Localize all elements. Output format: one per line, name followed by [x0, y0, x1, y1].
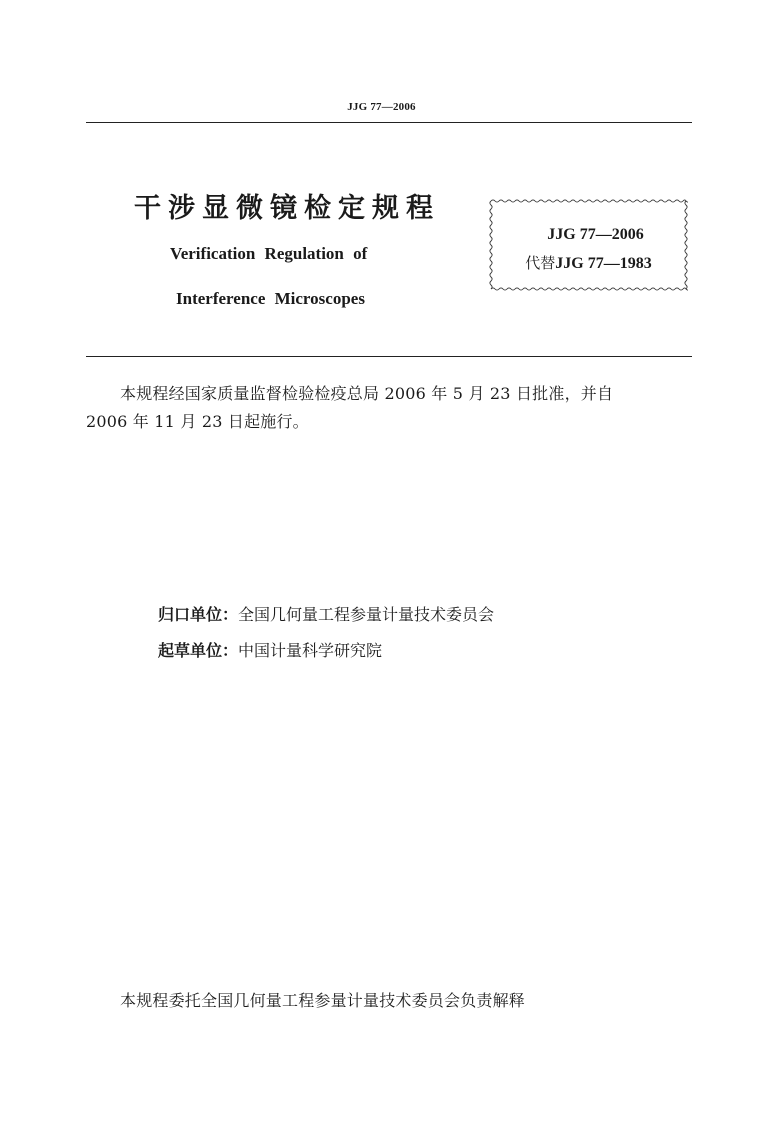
org-value: 中国计量科学研究院 [238, 641, 383, 660]
title-chinese: 干涉显微镜检定规程 [134, 193, 440, 224]
decorative-border [487, 197, 690, 293]
code-box [487, 197, 690, 293]
header-rule [86, 122, 692, 123]
header-document-code: JJG 77—2006 [347, 101, 416, 113]
title-english-line-1: Verification Regulation of [170, 244, 368, 263]
org-label: 归口单位： [158, 605, 239, 624]
org-row-responsible [158, 602, 494, 625]
code-box-replaces [487, 252, 690, 273]
replaces-prefix: 代替 [525, 254, 556, 272]
approval-text-line-2: 2006 年 11 月 23 日起施行。 [86, 412, 309, 431]
replaces-code: JJG 77—1983 [555, 255, 652, 272]
title-english-line-2: Interference Microscopes [176, 289, 365, 308]
org-row-drafter [158, 638, 382, 661]
code-box-current-code: JJG 77—2006 [547, 226, 644, 243]
interpretation-note: 本规程委托全国几何量工程参量计量技术委员会负责解释 [120, 991, 526, 1010]
org-label: 起草单位： [158, 641, 239, 660]
section-rule [86, 356, 692, 357]
org-value: 全国几何量工程参量计量技术委员会 [238, 605, 495, 624]
approval-text-line-1: 本规程经国家质量监督检验检疫总局 2006 年 5 月 23 日批准，并自 [120, 384, 614, 403]
